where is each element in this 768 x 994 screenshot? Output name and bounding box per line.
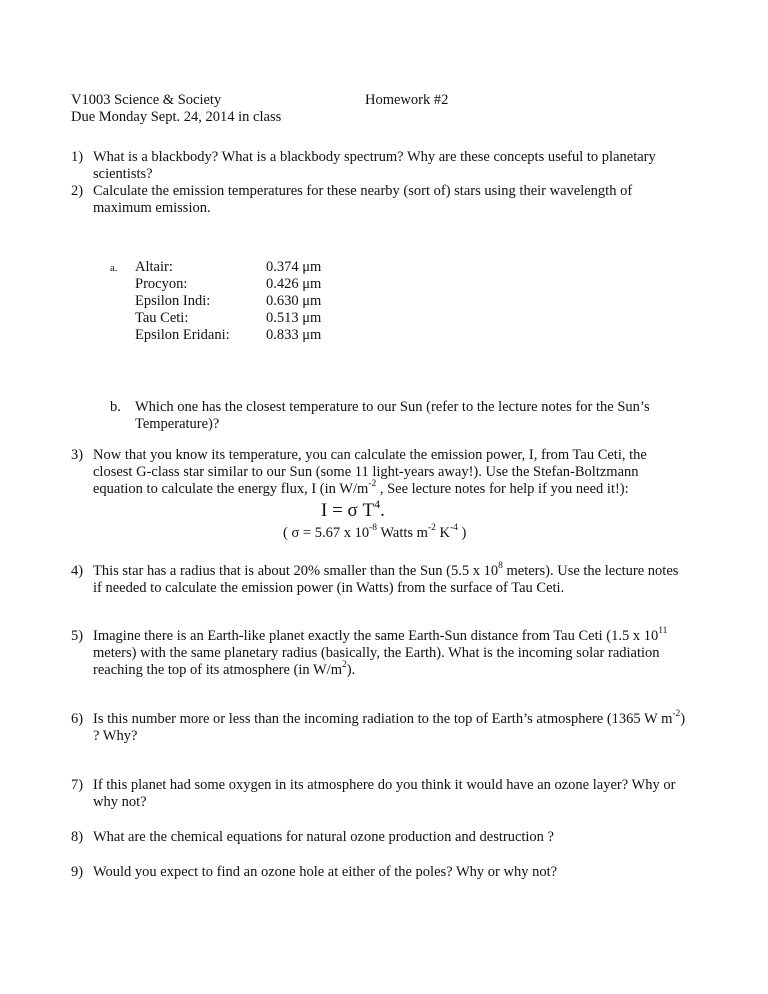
star-wavelength: 0.630 μm [266,293,322,309]
sub-question-letter: a. [110,262,118,274]
star-wavelength: 0.426 μm [266,276,322,292]
star-wavelength: 0.513 μm [266,310,322,326]
question-text: Is this number more or less than the incoming radiation to the top of Earth’s atmosphere (1365 W $m^{-2}$) ? Why? [93,709,686,744]
star-name: Epsilon Eridani: [135,327,230,343]
question-3 [71,447,687,498]
star-row [110,259,370,276]
question-number: 4) [71,563,84,579]
star-row [110,310,370,327]
question-1 [71,149,687,183]
question-text: What is a blackbody? What is a blackbody spectrum? Why are these concepts useful to planetary scientists? [93,149,656,182]
star-wavelength: 0.833 μm [266,327,322,343]
star-row [110,276,370,293]
question-5 [71,628,687,679]
question-8 [71,829,687,846]
question-text: Imagine there is an Earth-like planet exactly the same Earth-Sun distance from Tau Ceti (1.5 x $10^{11}$ meters) with the same planetary radius (basically, the Earth). What is the incoming solar radiation reaching the top of its atmosphere (in $W/m^2$). [93,626,668,678]
question-number: 7) [71,777,84,793]
question-text: Calculate the emission temperatures for these nearby (sort of) stars using their wavelength of maximum emission. [93,183,633,216]
star-row [110,327,370,344]
question-number: 5) [71,628,84,644]
question-4 [71,563,687,597]
question-text: Would you expect to find an ozone hole at either of the poles? Why or why not? [93,864,558,880]
question-2b [110,399,680,433]
question-text: If this planet had some oxygen in its atmosphere do you think it would have an ozone layer? Why or why not? [93,777,676,810]
star-name: Procyon: [135,276,188,292]
question-text: This star has a radius that is about 20% smaller than the Sun (5.5 x $10^8$ meters). Use the lecture notes if needed to calculate the emission power (in Watts) from the surface of Tau Ceti. [93,561,679,596]
question-text: Which one has the closest temperature to our Sun (refer to the lecture notes for the Sun’s Temperature)? [135,399,650,432]
question-number: 3) [71,447,84,463]
star-name: Tau Ceti: [135,310,189,326]
question-6 [71,711,687,745]
question-number: 8) [71,829,84,845]
question-2 [71,183,687,217]
course-title: V1003 Science & Society [71,92,222,108]
star-name: Altair: [135,259,173,275]
question-text: Now that you know its temperature, you can calculate the emission power, I, from Tau Ceti, the closest G-class star similar to our Sun (some 11 light-years away!). Use the Stefan-Boltzmann equation to calculate the energy flux, I (in $W/m^{-2}$ , See lecture notes for help if you need it!): [93,447,647,497]
stefan-boltzmann-equation: I = σ $T^4$. [321,496,385,521]
sub-question-letter: b. [110,399,121,415]
question-number: 2) [71,183,84,199]
question-9 [71,864,687,881]
document-header [71,92,691,126]
question-number: 9) [71,864,84,880]
question-number: 6) [71,711,84,727]
question-number: 1) [71,149,84,165]
homework-title: Homework #2 [365,92,449,108]
star-wavelength: 0.374 μm [266,259,322,275]
due-date: Due Monday Sept. 24, 2014 in class [71,109,282,125]
question-7 [71,777,687,811]
star-name: Epsilon Indi: [135,293,211,309]
star-wavelength-list [110,259,370,344]
stefan-boltzmann-constant: ( σ = 5.67 x $10^{-8}$ Watts $m^{-2}$ $K^{-4}$ ) [283,523,467,541]
star-row [110,293,370,310]
question-text: What are the chemical equations for natural ozone production and destruction ? [93,829,554,845]
